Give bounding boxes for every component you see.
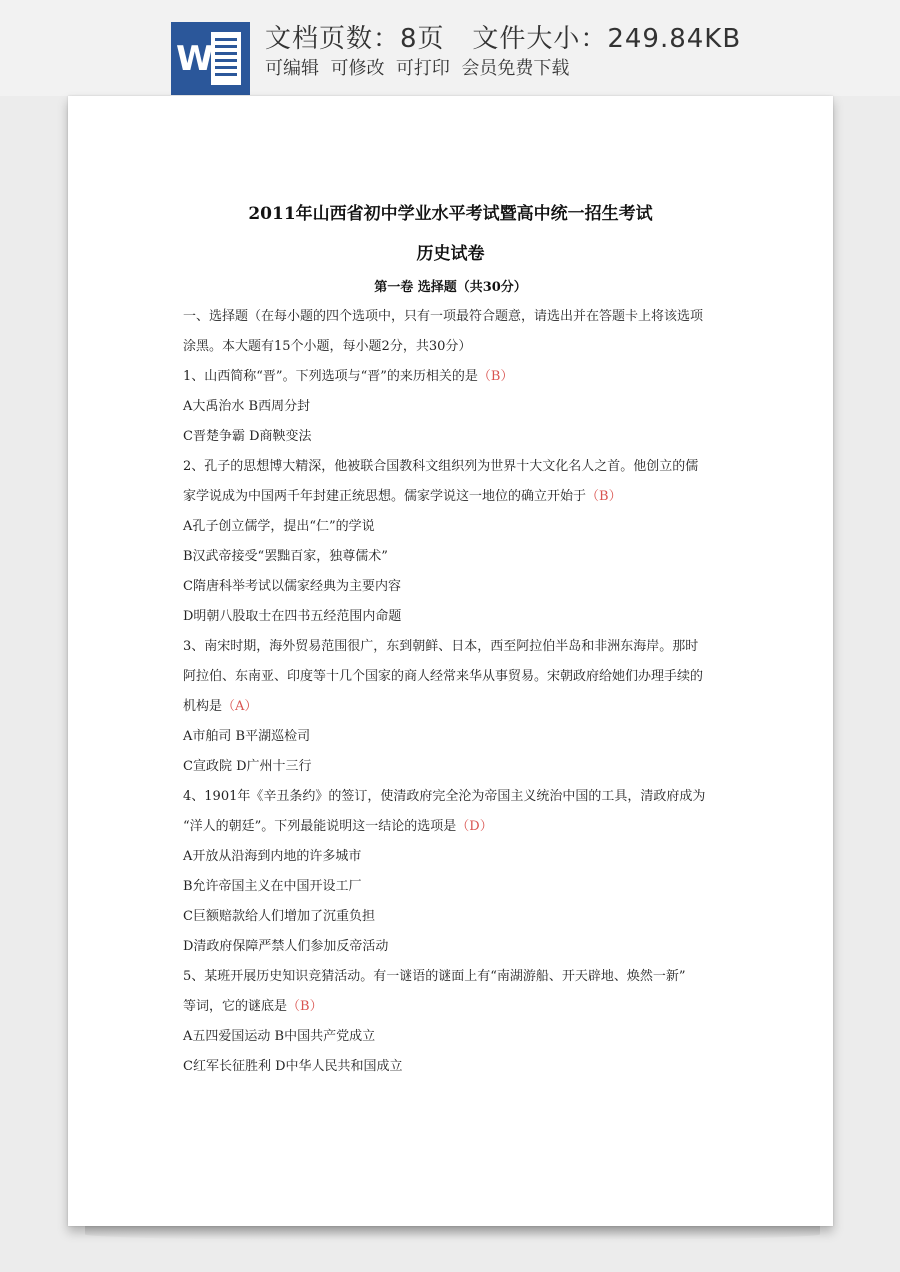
option-line (183, 575, 401, 594)
option-line (183, 395, 310, 414)
answer-mark: （B） (477, 369, 514, 384)
download-banner (0, 0, 900, 96)
question-stem-text: 机构是 (183, 699, 223, 714)
page-shadow (85, 1226, 820, 1240)
document-page (68, 96, 833, 1226)
question-stem-line (183, 485, 622, 504)
document-info-subtitle: 可编辑 可修改 可打印 会员免费下载 (265, 58, 570, 79)
answer-mark: （B） (287, 999, 323, 1014)
question-stem-text: 4、1901年《辛丑条约》的签订，使清政府完全沦为帝国主义统治中国的工具，清政府成为 (183, 789, 706, 804)
option-line (183, 875, 362, 894)
answer-mark: （B） (586, 489, 622, 504)
question-stem-line (183, 365, 513, 384)
option-line (183, 845, 361, 864)
option-text: A市舶司 B平湖巡检司 (183, 729, 311, 744)
option-line (183, 515, 375, 534)
question-stem-text: 等词，它的谜底是 (183, 999, 288, 1014)
question-stem-text: 阿拉伯、东南亚、印度等十几个国家的商人经常来华从事贸易。宋朝政府给她们办理手续的 (183, 669, 704, 684)
option-text: A孔子创立儒学，提出“仁”的学说 (183, 519, 375, 534)
option-text: A大禹治水 B西周分封 (183, 399, 311, 414)
option-line (183, 425, 312, 444)
document-info-title: 文档页数：8页 文件大小：249.84KB (265, 24, 742, 54)
option-line (183, 755, 312, 774)
option-text: C红军长征胜利 D中华人民共和国成立 (183, 1059, 403, 1074)
question-stem-line (183, 785, 705, 804)
question-stem-line (183, 635, 698, 654)
question-stem-text: 5、某班开展历史知识竞猜活动。有一谜语的谜面上有“南湖游船、开天辟地、焕然一新” (183, 969, 686, 984)
instruction-line (183, 305, 703, 324)
question-stem-line (183, 665, 703, 684)
question-stem-line (183, 965, 686, 984)
question-stem-line (183, 995, 323, 1014)
question-stem-text: 3、南宋时期，海外贸易范围很广，东到朝鲜、日本，西至阿拉伯半岛和非洲东海岸。那时 (183, 639, 699, 654)
instruction-text: 一、选择题（在每小题的四个选项中，只有一项最符合题意，请选出并在答题卡上将该选项 (183, 309, 704, 324)
option-text: A五四爱国运动 B中国共产党成立 (183, 1029, 376, 1044)
question-stem-line (183, 815, 493, 834)
option-text: C晋楚争霸 D商鞅变法 (183, 429, 312, 444)
option-line (183, 1025, 375, 1044)
option-line (183, 935, 388, 954)
option-line (183, 905, 375, 924)
option-text: C隋唐科举考试以儒家经典为主要内容 (183, 579, 401, 594)
option-text: B允许帝国主义在中国开设工厂 (183, 879, 362, 894)
question-stem-text: 家学说成为中国两千年封建正统思想。儒家学说这一地位的确立开始于 (183, 489, 587, 504)
question-stem-text: “洋人的朝廷”。下列最能说明这一结论的选项是 (183, 819, 457, 834)
option-text: C宣政院 D广州十三行 (183, 759, 312, 774)
section-heading: 第一卷 选择题（共30分） (374, 280, 527, 295)
option-text: A开放从沿海到内地的许多城市 (183, 849, 362, 864)
exam-subject: 历史试卷 (416, 244, 485, 264)
option-text: D明朝八股取士在四书五经范围内命题 (183, 609, 402, 624)
option-text: C巨额赔款给人们增加了沉重负担 (183, 909, 375, 924)
instruction-line (183, 335, 471, 354)
svg-text:W: W (176, 39, 214, 79)
option-text: D清政府保障严禁人们参加反帝活动 (183, 939, 389, 954)
exam-title: 2011年山西省初中学业水平考试暨高中统一招生考试 (248, 204, 653, 224)
question-stem-text: 1、山西简称“晋”。下列选项与“晋”的来历相关的是 (183, 369, 478, 384)
option-line (183, 725, 310, 744)
option-line (183, 545, 388, 564)
answer-mark: （A） (222, 699, 258, 714)
question-stem-line (183, 455, 698, 474)
option-text: B汉武帝接受“罢黜百家，独尊儒术” (183, 549, 388, 564)
question-stem-line (183, 695, 257, 714)
instruction-text: 涂黑。本大题有15个小题，每小题2分，共30分） (183, 339, 472, 354)
word-document-icon (171, 22, 250, 95)
option-line (183, 605, 401, 624)
answer-mark: （D） (456, 819, 493, 834)
question-stem-text: 2、孔子的思想博大精深，他被联合国教科文组织列为世界十大文化名人之首。他创立的儒 (183, 459, 699, 474)
option-line (183, 1055, 403, 1074)
